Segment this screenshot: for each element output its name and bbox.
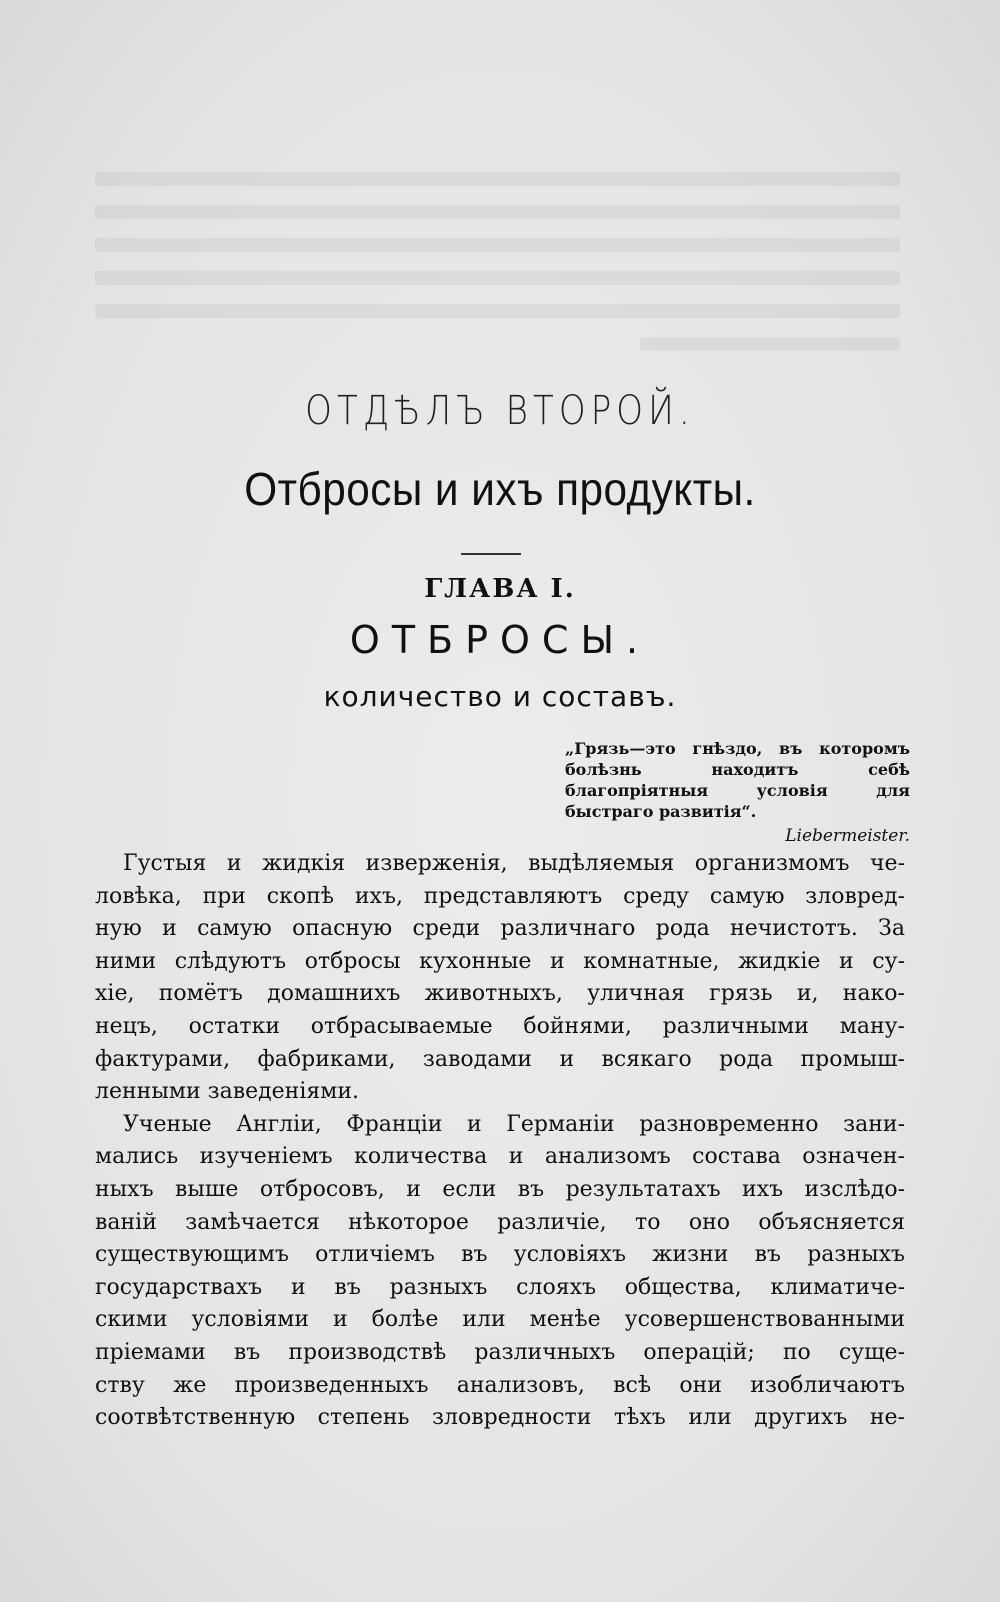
bleed-through — [95, 304, 900, 318]
chapter-title: ОТБРОСЫ. — [349, 618, 651, 662]
text-line: ваній замѣчается нѣкоторое различіе, то оно объясняется — [95, 1209, 905, 1235]
text-line: скими условіями и болѣе или менѣе усовершенствованными — [95, 1307, 905, 1333]
epigraph-author: Liebermeister. — [785, 826, 910, 846]
body-text — [95, 848, 905, 1435]
text-line: ныхъ выше отбросовъ, и если въ результатахъ ихъ изслѣдо- — [95, 1176, 905, 1202]
title-divider — [461, 553, 521, 555]
text-line: существующимъ отличіемъ въ условіяхъ жизни въ разныхъ — [95, 1242, 905, 1268]
epigraph-quote: „Грязь—это гнѣздо, въ которомъ болѣзнь находитъ себѣ благопріятныя условія для быстраго развитія“. — [565, 739, 910, 821]
text-line: ленными заведеніями. — [95, 1079, 360, 1105]
text-line: ними слѣдуютъ отбросы кухонные и комнатные, жидкіе и су- — [95, 948, 905, 974]
paragraph — [95, 848, 905, 1109]
bleed-through — [95, 205, 900, 219]
text-line: мались изученіемъ количества и анализомъ состава означен- — [95, 1144, 905, 1170]
text-line: ловѣка, при скопѣ ихъ, представляютъ среду самую зловред- — [95, 883, 905, 909]
text-line: пріемами въ производствѣ различныхъ операцій; по суще- — [95, 1339, 905, 1365]
bleed-through — [95, 172, 900, 186]
text-line: ную и самую опасную среди различнаго рода нечистотъ. За — [95, 916, 905, 942]
text-line: нецъ, остатки отбрасываемые бойнями, различными ману- — [95, 1013, 905, 1039]
text-line: ству же произведенныхъ анализовъ, всѣ они изобличаютъ — [95, 1372, 905, 1398]
text-line: фактурами, фабриками, заводами и всякаго рода промыш- — [95, 1046, 905, 1072]
text-line: Ученые Англіи, Франціи и Германіи разновременно зани- — [123, 1111, 905, 1137]
text-line: хіе, помётъ домашнихъ животныхъ, уличная грязь и, нако- — [95, 981, 905, 1007]
text-line: Густыя и жидкія изверженія, выдѣляемыя организмомъ че- — [123, 851, 905, 876]
subsection-title: количество и составъ. — [323, 680, 677, 713]
bleed-through — [95, 271, 900, 285]
text-line: государствахъ и въ разныхъ слояхъ общества, климатиче- — [95, 1274, 905, 1300]
bleed-through — [95, 238, 900, 252]
text-line: соотвѣтственную степень зловредности тѣхъ или другихъ не- — [95, 1405, 905, 1431]
section-title: ОТДѢЛЪ ВТОРОЙ. — [305, 388, 695, 434]
paragraph — [95, 1109, 905, 1435]
bleed-through — [640, 337, 900, 351]
chapter-heading: ГЛАВА I. — [424, 574, 576, 604]
main-title: Отбросы и ихъ продукты. — [244, 463, 756, 515]
